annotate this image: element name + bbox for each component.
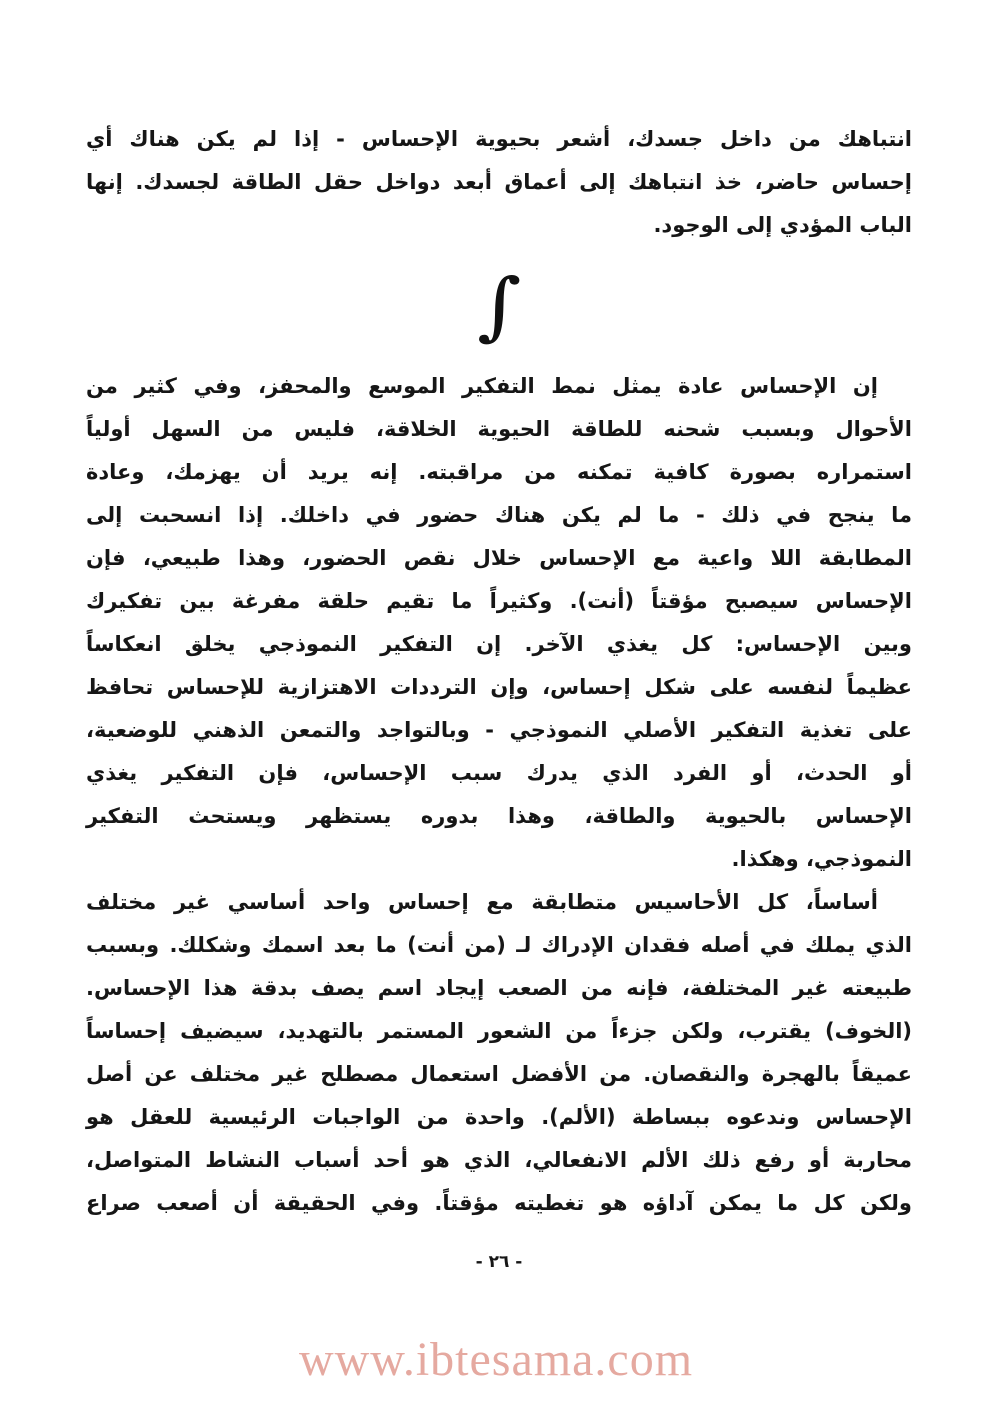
text-line: انتباهك من داخل جسدك، أشعر بحيوية الإحساس - إذا لم يكن هناك أي	[86, 127, 912, 151]
section-divider	[86, 247, 912, 365]
text-line: (الخوف) يقترب، ولكن جزءاً من الشعور المستمر بالتهديد، سيضيف إحساساً	[86, 1019, 912, 1043]
text-line: أساساً، كل الأحاسيس متطابقة مع إحساس واحد أساسي غير مختلف	[86, 890, 878, 914]
text-line: الإحساس وندعوه ببساطة (الألم). واحدة من الواجبات الرئيسية للعقل هو	[86, 1105, 912, 1129]
text-line: الأحوال وبسبب شحنه للطاقة الحيوية الخلاقة، فليس من السهل أولياً	[86, 417, 912, 441]
text-line: عظيماً لنفسه على شكل إحساس، وإن الترددات الاهتزازية للإحساس تحافظ	[86, 675, 912, 699]
text-line: وبين الإحساس: كل يغذي الآخر. إن التفكير النموذجي يخلق انعكاساً	[86, 632, 912, 656]
paragraph-secondary	[86, 881, 912, 1225]
text-line: عميقاً بالهجرة والنقصان. من الأفضل استعمال مصطلح غير مختلف عن أصل	[86, 1062, 912, 1086]
text-line: الإحساس سيصبح مؤقتاً (أنت). وكثيراً ما تقيم حلقة مفرغة بين تفكيرك	[86, 589, 912, 613]
page-number: - ٢٦ -	[475, 1252, 523, 1272]
text-line: ما ينجح في ذلك - ما لم يكن هناك حضور في داخلك. إذا انسحبت إلى	[86, 503, 912, 527]
text-column	[86, 118, 912, 1284]
text-line: الذي يملك في أصله فقدان الإدراك لـ (من أنت) ما بعد اسمك وشكلك. وبسبب	[86, 933, 912, 957]
text-line: أو الحدث، أو الفرد الذي يدرك سبب الإحساس، فإن التفكير يغذي	[86, 761, 912, 785]
text-line: النموذجي، وهكذا.	[731, 847, 912, 871]
text-line: محاربة أو رفع ذلك الألم الانفعالي، الذي هو أحد أسباب النشاط المتواصل،	[86, 1148, 912, 1172]
calligraphic-swash-ornament-icon: ∫	[476, 263, 522, 349]
text-line: ولكن كل ما يمكن آداؤه هو تغطيته مؤقتاً. وفي الحقيقة أن أصعب صراع	[86, 1191, 912, 1215]
text-line: الباب المؤدي إلى الوجود.	[653, 213, 912, 237]
paragraph-main	[86, 365, 912, 881]
text-line: إحساس حاضر، خذ انتباهك إلى أعماق أبعد دواخل حقل الطاقة لجسدك. إنها	[86, 170, 912, 194]
text-line: على تغذية التفكير الأصلي النموذجي - وبالتواجد والتمعن الذهني للوضعية،	[86, 718, 912, 742]
text-line: إن الإحساس عادة يمثل نمط التفكير الموسع والمحفز، وفي كثير من	[86, 374, 878, 398]
text-line: استمراره بصورة كافية تمكنه من مراقبته. إنه يريد أن يهزمك، وعادة	[86, 460, 912, 484]
text-line: المطابقة اللا واعية مع الإحساس خلال نقص الحضور، وهذا طبيعي، فإن	[86, 546, 912, 570]
text-line: طبيعته غير المختلفة، فإنه من الصعب إيجاد اسم يصف بدقة هذا الإحساس.	[86, 976, 912, 1000]
paragraph-continuation	[86, 118, 912, 247]
text-line: الإحساس بالحيوية والطاقة، وهذا بدوره يستظهر ويستحث التفكير	[86, 804, 912, 828]
watermark: www.ibtesama.com	[298, 1333, 694, 1386]
